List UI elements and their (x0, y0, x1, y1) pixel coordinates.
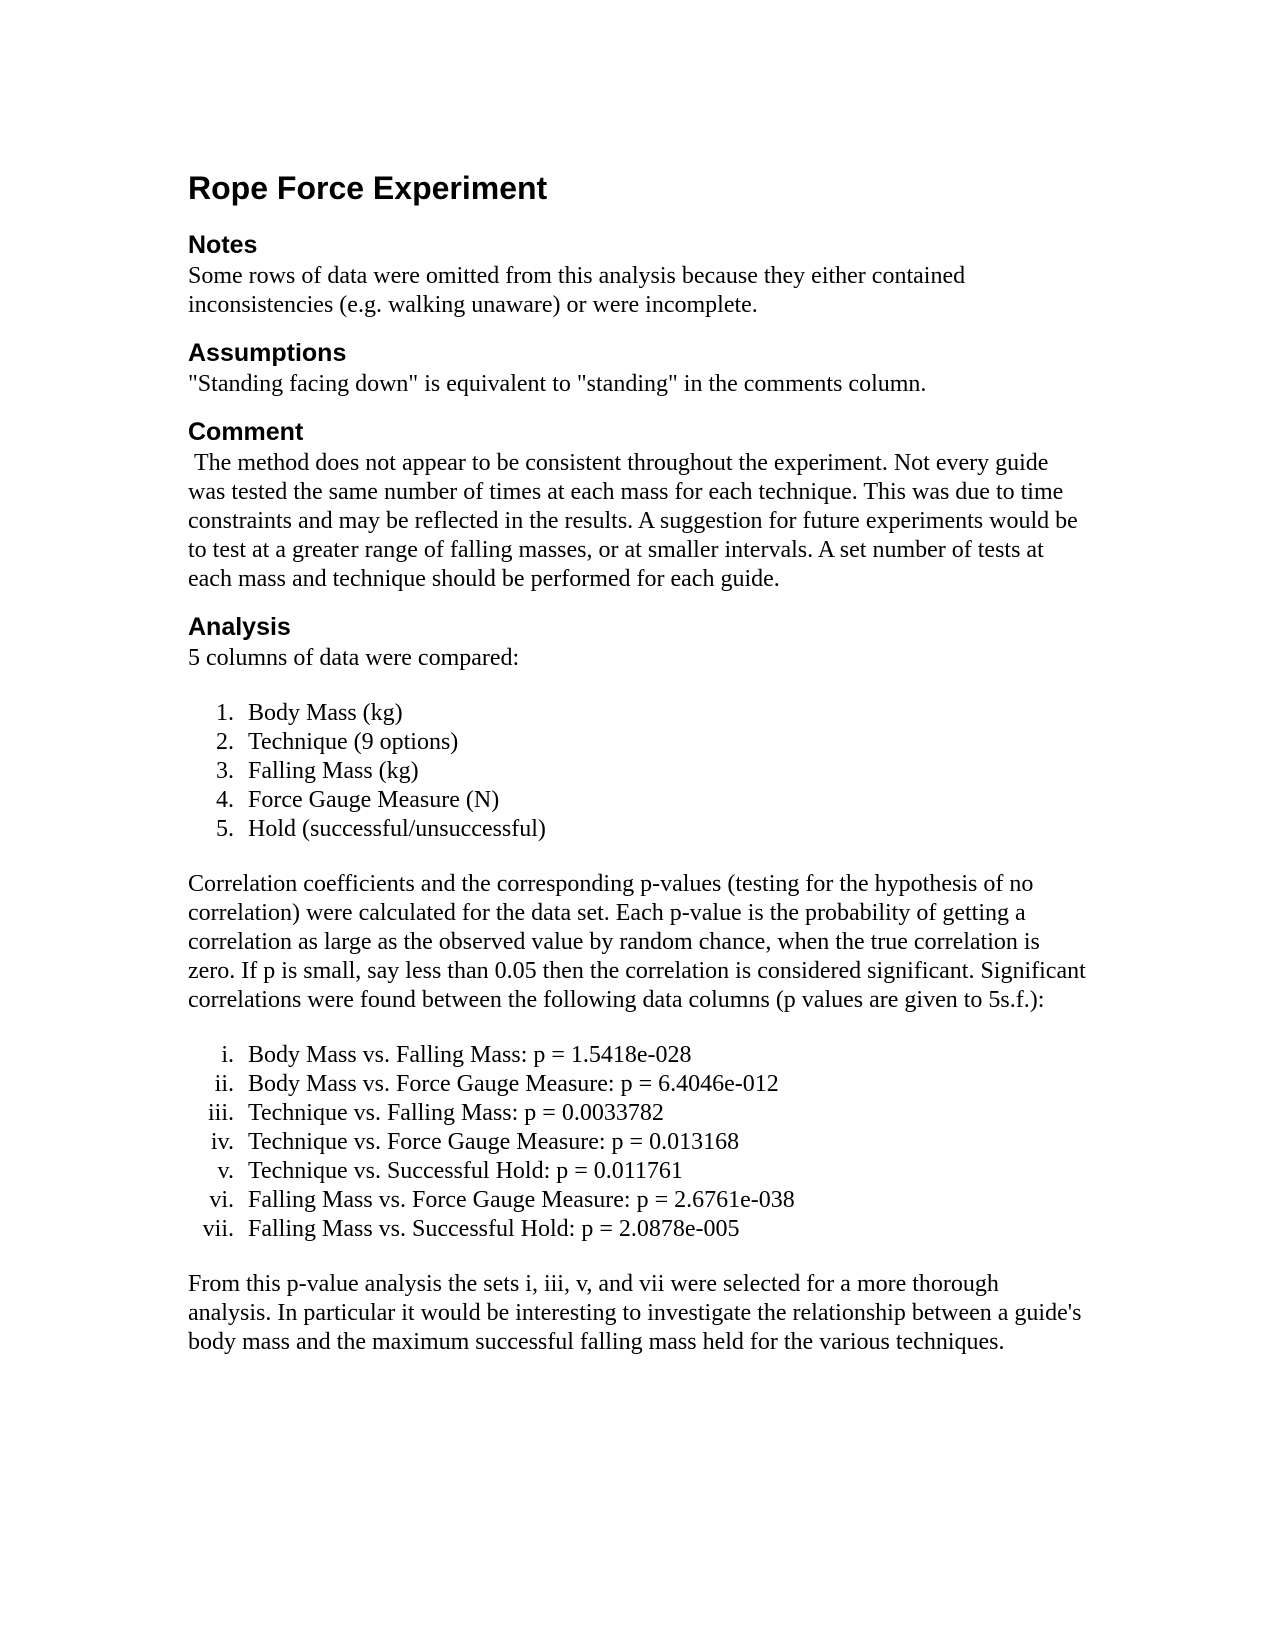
list-item-text: Falling Mass vs. Force Gauge Measure: p = 2.6761e-038 (248, 1187, 795, 1213)
analysis-intro: 5 columns of data were compared: (188, 645, 520, 671)
list-marker: i. (221, 1042, 234, 1068)
assumptions-text: "Standing facing down" is equivalent to "standing" in the comments column. (188, 371, 927, 397)
notes-text: Some rows of data were omitted from this analysis because they either contained inconsistencies (e.g. walking unaware) or were incomplete. (188, 263, 966, 318)
list-item (188, 699, 1088, 728)
list-item-text: Body Mass vs. Falling Mass: p = 1.5418e-028 (248, 1042, 692, 1068)
list-marker: ii. (214, 1071, 234, 1097)
assumptions-section (188, 338, 1088, 399)
conclusion-text: From this p-value analysis the sets i, iii, v, and vii were selected for a more thorough analysis. In particular it would be interesting to investigate the relationship between a guide's body mass and the maximum successful falling mass held for the various techniques. (188, 1271, 1082, 1355)
notes-heading: Notes (188, 231, 258, 259)
comment-section (188, 417, 1088, 594)
list-marker: 3. (216, 758, 234, 784)
list-marker: v. (217, 1158, 234, 1184)
analysis-section (188, 612, 1088, 1357)
list-item-text: Falling Mass (kg) (248, 758, 419, 784)
list-item (188, 786, 1088, 815)
notes-section (188, 230, 1088, 320)
list-item-text: Body Mass (kg) (248, 700, 403, 726)
list-marker: vii. (202, 1216, 234, 1242)
list-marker: 2. (216, 729, 234, 755)
list-item (188, 1157, 1088, 1186)
list-marker: iii. (207, 1100, 234, 1126)
assumptions-heading: Assumptions (188, 339, 347, 367)
list-item (188, 1186, 1088, 1215)
list-marker: iv. (210, 1129, 234, 1155)
list-item-text: Falling Mass vs. Successful Hold: p = 2.0878e-005 (248, 1216, 740, 1242)
correlations-list (188, 1041, 1088, 1244)
comment-heading: Comment (188, 418, 304, 446)
document-page (188, 168, 1088, 1375)
list-item (188, 728, 1088, 757)
list-item (188, 757, 1088, 786)
correlation-text: Correlation coefficients and the corresponding p-values (testing for the hypothesis of no correlation) were calculated for the data set. Each p-value is the probability of getting a correlation as large as the observed value by random chance, when the true correlation is zero. If p is small, say less than 0.05 then the correlation is considered significant. Significant correlations were found between the following data columns (p values are given to 5s.f.): (188, 871, 1086, 1013)
list-item-text: Technique (9 options) (248, 729, 459, 755)
document-title: Rope Force Experiment (188, 170, 548, 206)
list-marker: 1. (216, 700, 234, 726)
list-item (188, 815, 1088, 844)
list-item-text: Technique vs. Falling Mass: p = 0.0033782 (248, 1100, 664, 1126)
list-item (188, 1215, 1088, 1244)
list-item (188, 1070, 1088, 1099)
list-marker: vi. (209, 1187, 234, 1213)
analysis-heading: Analysis (188, 613, 291, 641)
comment-text: The method does not appear to be consistent throughout the experiment. Not every guide was tested the same number of times at each mass for each technique. This was due to time constraints and may be reflected in the results. A suggestion for future experiments would be to test at a greater range of falling masses, or at smaller intervals. A set number of tests at each mass and technique should be performed for each guide. (188, 450, 1084, 592)
list-item (188, 1041, 1088, 1070)
columns-list (188, 699, 1088, 844)
list-item-text: Technique vs. Successful Hold: p = 0.011761 (248, 1158, 683, 1184)
list-marker: 5. (216, 816, 234, 842)
list-item (188, 1099, 1088, 1128)
list-item-text: Force Gauge Measure (N) (248, 787, 500, 813)
list-marker: 4. (216, 787, 234, 813)
list-item-text: Body Mass vs. Force Gauge Measure: p = 6.4046e-012 (248, 1071, 779, 1097)
list-item-text: Technique vs. Force Gauge Measure: p = 0.013168 (248, 1129, 740, 1155)
list-item (188, 1128, 1088, 1157)
list-item-text: Hold (successful/unsuccessful) (248, 816, 546, 842)
